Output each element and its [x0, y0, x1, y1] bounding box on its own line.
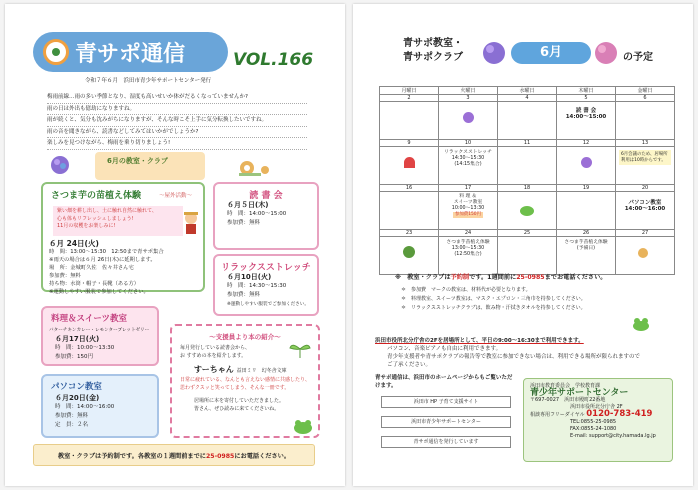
greeting-text — [47, 92, 307, 150]
book-comment-line: 日常に疲れている、なんとも言えない感情に共感したり、 — [180, 377, 311, 383]
weekday-header: 水曜日 — [498, 87, 557, 95]
relax-date: ６月10日(火) — [227, 273, 272, 281]
calendar-event-row — [380, 237, 675, 275]
space-info-section — [375, 337, 675, 369]
card-free-dial-row — [530, 411, 666, 419]
calendar-header-row — [380, 87, 675, 95]
frog-icon — [519, 204, 535, 216]
reservation-note — [395, 272, 606, 281]
volume-number: VOL.166 — [233, 50, 314, 70]
calendar-date: 11 — [498, 140, 557, 147]
fee-badge: 参加費150円 — [455, 212, 481, 217]
class-notes — [401, 286, 586, 313]
schedule-title-line2: 青サポクラブ — [403, 52, 463, 63]
newsletter-page-right — [353, 4, 693, 486]
greeting-line: 雨が続くと、気分も沈みがちになりますが、そんな時こそ上手に気分転換したいですね。 — [47, 115, 307, 127]
calendar-date: 24 — [439, 230, 498, 237]
event-satsuma-backup: さつま芋苗植え体験 (予備日) — [564, 240, 608, 251]
calendar-date: 9 — [380, 140, 439, 147]
reservation-footer — [33, 444, 315, 466]
book-comment — [172, 375, 318, 394]
flow-step-3: 青サポ通信を発行しています — [381, 436, 511, 448]
donation-notice — [172, 394, 318, 417]
calendar-date-row — [380, 185, 675, 192]
note-text-mid: です。1週間前に — [469, 274, 517, 281]
space-info-title: 浜田市役所北分庁舎の2Fを居場所として、平日の9:00～16:30まで利用できます。 — [375, 338, 584, 344]
card-email[interactable]: E-mail: support@city.hamada.lg.jp — [570, 433, 656, 439]
note-phone[interactable]: 25-0985 — [516, 274, 545, 281]
calendar-cell — [557, 102, 616, 140]
calendar-cell — [498, 192, 557, 230]
calendar-cell — [616, 147, 675, 185]
calendar-cell — [498, 147, 557, 185]
hydrangea-icon — [481, 40, 507, 66]
schedule-title-line1: 青サポ教室・ — [403, 38, 463, 49]
pc-class-box — [41, 374, 159, 438]
contact-card — [523, 378, 673, 462]
calendar-date: 3 — [439, 95, 498, 102]
pc-time: 時 間：14:00～16:00 — [55, 404, 115, 410]
satsuma-details — [49, 240, 164, 296]
event-reading: 読 書 会 14:00～15:00 — [565, 108, 607, 120]
pc-title: パソコン教室 — [51, 382, 102, 392]
footer-text-end: にお電話ください。 — [234, 453, 291, 460]
calendar-cell — [439, 102, 498, 140]
calendar-cell — [557, 192, 616, 230]
space-info-line: パソコン、音楽ピアノも自由に利用できます。 — [387, 346, 502, 352]
sweet-potato-planting-box — [41, 182, 205, 295]
satsuma-title: さつま芋の苗植え体験 — [51, 191, 142, 201]
pc-capacity: 定 員：２名 — [55, 422, 89, 428]
calendar-cell — [439, 237, 498, 275]
intro-text-line: お すすめの本を紹介します。 — [180, 352, 247, 359]
calendar-cell — [380, 192, 439, 230]
calendar-date: 20 — [616, 185, 675, 192]
cooking-menu: バターチキンカレー・レモンターブレットゼリー — [49, 328, 150, 333]
book-author: 益田ミリ 幻冬舎文庫 — [236, 368, 287, 374]
schedule-suffix: の予定 — [623, 52, 653, 63]
cooking-class-box — [41, 306, 159, 366]
reading-date: ６月５日(木) — [227, 201, 269, 209]
calendar-date: 5 — [557, 95, 616, 102]
calendar-date: 16 — [380, 185, 439, 192]
satsuma-intro-line: 紫い畑を耕し出し、土に触れ自然に触れて、 — [57, 208, 157, 214]
calendar-date-row — [380, 230, 675, 237]
calendar-cell — [616, 192, 675, 230]
intro-heading: ～支援員より本の紹介～ — [209, 333, 281, 341]
flow-step-1[interactable]: 浜田市 HP 子育て支援サイト — [381, 396, 511, 408]
note-reserve: 予約制 — [450, 274, 470, 281]
event-cooking: 料 理 ＆ スイーツ教室 10:00～13:30 — [451, 194, 485, 211]
leaf-icon — [402, 245, 416, 259]
hydrangea-icon — [581, 157, 592, 168]
donation-notice-line: 皆さん、ぜひ読みに来てくださいね。 — [194, 405, 280, 412]
calendar-date: 10 — [439, 140, 498, 147]
calendar-date: 17 — [439, 185, 498, 192]
pc-date: ６月20日(金) — [55, 394, 100, 402]
calendar-date: 12 — [557, 140, 616, 147]
book-title-text: すーちゃん — [194, 365, 234, 374]
note-text-end: までお電話ください。 — [544, 274, 607, 281]
calendar-event-row — [380, 192, 675, 230]
weekday-header: 木曜日 — [557, 87, 616, 95]
umbrella-icon — [404, 157, 415, 168]
reading-title: 読 書 会 — [249, 191, 283, 201]
satsuma-intro-line: 心も体もリフレッシュしましょう! — [57, 215, 134, 222]
cooking-time: 時 間：10:00～13:30 — [55, 345, 115, 351]
calendar-date: 27 — [616, 230, 675, 237]
sprout-icon — [288, 340, 312, 358]
reading-club-box — [213, 182, 319, 250]
card-fax: FAX:0855-24-1080 — [570, 426, 617, 432]
card-address2: 浜田市役所北分庁舎 2F — [570, 404, 623, 410]
calendar-cell — [380, 237, 439, 275]
donation-notice-line: 居場所に本を寄付していただきました。 — [194, 398, 285, 404]
calendar-date: 19 — [557, 185, 616, 192]
calendar-cell — [439, 192, 498, 230]
class-note-line: ＊ リラックスストレッチクラブは、飲み物・汗拭きタオルを持参してください。 — [401, 305, 586, 311]
pc-fee: 参加費：無料 — [55, 413, 89, 419]
calendar-cell — [616, 102, 675, 140]
calendar-date: 4 — [498, 95, 557, 102]
calendar-date: 2 — [380, 95, 439, 102]
greeting-line: 雨の日は外出も億劫になりますね。 — [47, 104, 307, 116]
weekday-header: 火曜日 — [439, 87, 498, 95]
calendar-date: 6 — [616, 95, 675, 102]
weekday-header: 月曜日 — [380, 87, 439, 95]
snail-icon — [636, 247, 654, 259]
reading-fee: 参加費：無料 — [227, 220, 261, 226]
greeting-line: 梅雨前線…雨の多い季節となり、湿度も高いせいか体がだるくなっていませんか? — [47, 92, 307, 104]
schedule-title — [403, 37, 463, 65]
satsuma-place: 場 所：金城町久佐 佐々井さん宅 — [49, 265, 134, 271]
calendar-cell — [380, 102, 439, 140]
calendar-cell — [498, 102, 557, 140]
calendar-date: 13 — [616, 140, 675, 147]
satsuma-subtitle: ～屋外活動～ — [159, 193, 193, 199]
class-note-line: ＊ 料理教室、スイーツ教室は、マスク・エプロン・三角巾を持参してください。 — [401, 296, 586, 302]
greeting-line: 楽しみを見つけながら、梅雨を乗り切りましょう! — [47, 138, 307, 150]
book-title — [172, 364, 318, 375]
calendar-date: 18 — [498, 185, 557, 192]
monthly-calendar — [379, 86, 675, 275]
satsuma-note: ※運動しやすい服装で参加してください。 — [49, 289, 149, 295]
card-free-label: 相談専用フリーダイヤル — [530, 412, 585, 418]
card-tel[interactable]: TEL:0855-25-0985 — [570, 419, 617, 425]
calendar-cell — [439, 147, 498, 185]
cooking-date: ６月17日(火) — [55, 335, 100, 343]
footer-text: 教室・クラブは予約制です。各教室の１週間前までに — [57, 453, 206, 460]
monthly-classes-banner: 6月の教室・クラブ — [95, 152, 205, 180]
relax-fee: 参加費：無料 — [227, 292, 261, 298]
card-free-dial[interactable]: 0120-783-419 — [586, 409, 653, 419]
satsuma-fee: 参加費：無料 — [49, 273, 81, 279]
card-address: 〒697-0027 浜田市殿町22番地 — [530, 397, 606, 403]
calendar-cell — [557, 147, 616, 185]
event-satsuma: さつま芋苗植え体験 13:00～15:30 (12:50集合) — [446, 240, 490, 257]
newsletter-logo — [33, 32, 228, 72]
book-introduction-box — [170, 324, 320, 438]
class-note-line: ＊ 参加費 マークの教室は、材料代が必要となります。 — [401, 287, 531, 293]
intro-text-line: 毎月発行している読書会から、 — [180, 345, 251, 351]
relax-title: リラックスストレッチ — [221, 263, 311, 273]
calendar-cell — [380, 147, 439, 185]
web-info-title: 青サポ通信は、浜田市のホームページからもご覧いただけます。 — [375, 375, 513, 389]
relax-time: 時 間：14:30～15:30 — [227, 283, 287, 289]
frog-icon — [631, 316, 651, 332]
greeting-line: 雨の音を聞きながら、読書などしてみてはいかがでしょうか? — [47, 127, 307, 139]
space-info-line: 青少年支援者や青サポクラブの報告等で教室に参加できない場合は、利用できる場所が限られますので — [387, 354, 641, 360]
hydrangea-icon — [463, 112, 474, 123]
calendar-date: 26 — [557, 230, 616, 237]
hydrangea-icon — [593, 40, 619, 66]
relax-note: ※運動しやすい服装でご参加ください。 — [227, 302, 309, 307]
space-info-line: ご了承ください。 — [387, 362, 432, 368]
relax-stretch-box — [213, 254, 319, 316]
farmer-icon — [181, 210, 201, 236]
event-pc: パソコン教室 14:00～16:00 — [624, 200, 666, 212]
hydrangea-icon — [49, 154, 71, 176]
calendar-date-row — [380, 140, 675, 147]
note-text: ※ 教室・クラブは — [395, 274, 451, 281]
satsuma-date: ６月 24日(火) — [49, 239, 99, 248]
satsuma-time: 時 間：13:00～15:30 12:50まで青サポ集合 — [49, 249, 164, 255]
calendar-cell — [616, 237, 675, 275]
flow-step-2: 浜田市青少年サポートセンター — [381, 416, 511, 428]
logo-text: 青サポ通信 — [75, 41, 186, 67]
satsuma-items: 持ち物：水筒・帽子・長靴（ある方） — [49, 281, 140, 287]
calendar-date-row — [380, 95, 675, 102]
calendar-cell — [498, 237, 557, 275]
cooking-fee: 参加費：150円 — [55, 354, 93, 360]
satsuma-intro — [53, 206, 183, 236]
calendar-date: 23 — [380, 230, 439, 237]
calendar-date: 25 — [498, 230, 557, 237]
book-comment-line: 思わずクスッと笑ってしまう、そんな一冊です。 — [180, 384, 290, 391]
newsletter-page-left — [5, 4, 345, 486]
web-info-section — [375, 374, 515, 390]
logo-mark-icon — [43, 39, 69, 65]
satsuma-intro-line: 11月の収穫をお楽しみに! — [57, 223, 116, 229]
event-notice: 6月会議のため、居場所利用は10時からです。 — [619, 150, 671, 165]
cooking-title: 料理＆スイーツ教室 — [51, 314, 127, 324]
reading-time: 時 間：14:00～15:00 — [227, 211, 287, 217]
frog-icon — [292, 418, 314, 434]
footer-phone[interactable]: 25-0985 — [205, 453, 235, 460]
calendar-event-row — [380, 102, 675, 140]
calendar-cell — [557, 237, 616, 275]
weekday-header: 金曜日 — [616, 87, 675, 95]
issue-line: 令和７年６月 浜田市青少年サポートセンター発行 — [85, 78, 212, 84]
month-badge: 6月 — [511, 42, 591, 64]
snail-icon — [235, 158, 275, 178]
satsuma-rain: ※雨天の場合は６月 26日(木)に延期します。 — [49, 257, 156, 263]
event-stretch: リラックスストレッチ 14:30～15:30 (14:15集合) — [444, 150, 492, 167]
card-center-name: 青少年サポートセンター — [530, 388, 629, 398]
card-org: 浜田市教育委員会 学校教育課 — [530, 383, 601, 389]
calendar-event-row — [380, 147, 675, 185]
